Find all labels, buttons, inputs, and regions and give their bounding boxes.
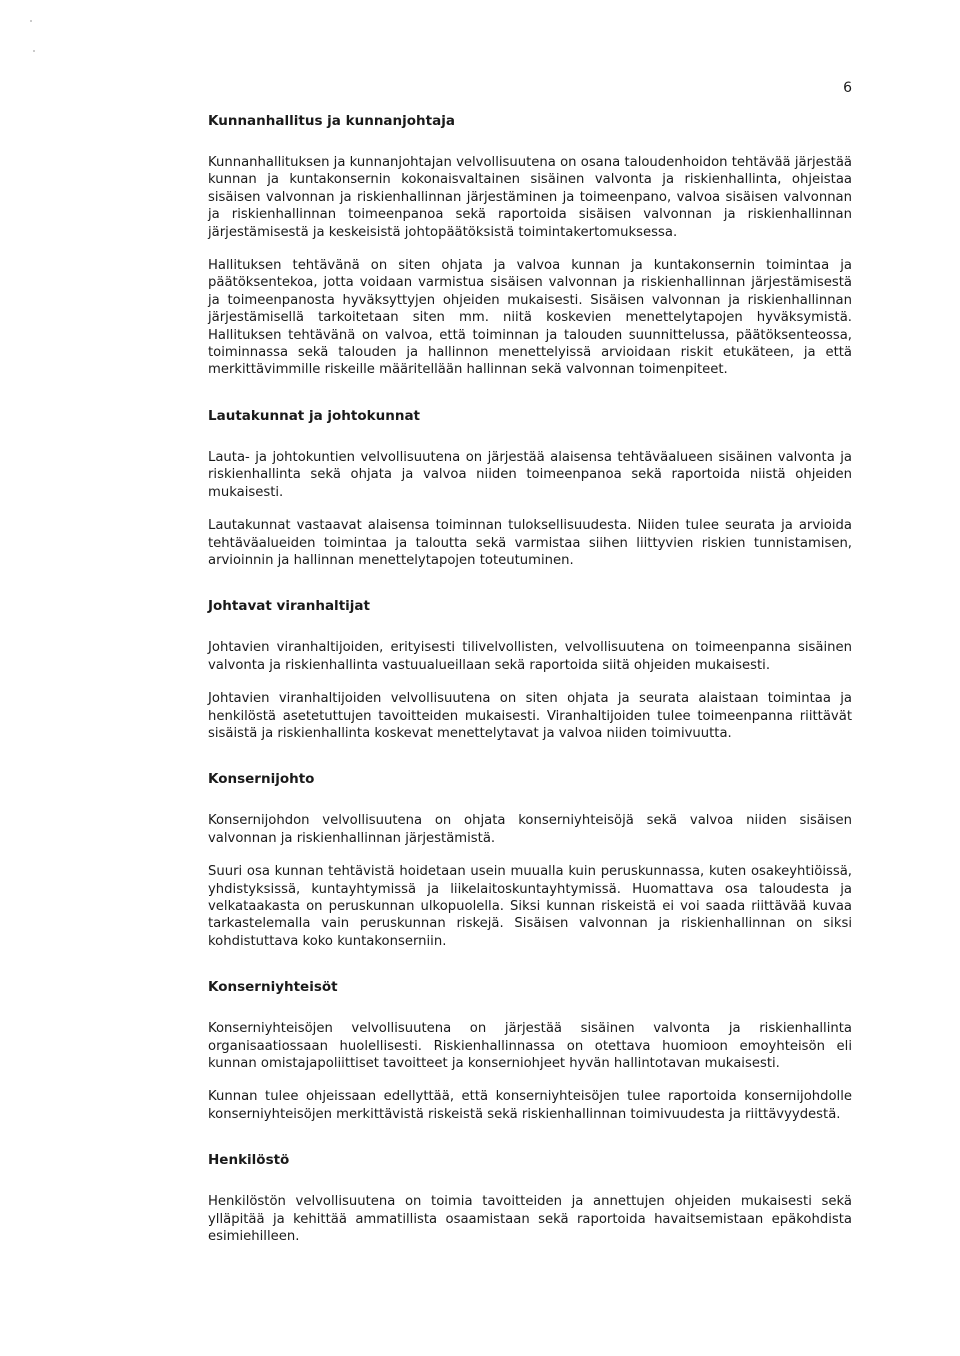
paragraph: Konsernijohdon velvollisuutena on ohjata konserniyhteisöjä sekä valvoa niiden sisäisen valvonnan ja riskienhallinnan järjestämistä. [208,813,852,846]
section-lautakunnat [208,407,852,569]
paragraph: Lauta- ja johtokuntien velvollisuutena on järjestää alaisensa tehtäväalueen sisäinen valvonta ja riskienhallinta sekä ohjata ja valvoa niiden toimeenpanoa sekä raportoida niistä ohjeiden mukaisesti. [208,449,852,500]
paragraph: Johtavien viranhaltijoiden velvollisuutena on siten ohjata ja seurata alaistaan toimintaa ja henkilöstä asetetuttujen tavoitteiden mukaisesti. Viranhaltijoiden tulee toimeenpanna riittävät sisäistä ja riskienhallinta koskevat menettelytavat ja valvoa niiden toimivuutta. [208,691,852,741]
section-konserniyhteisot [208,978,852,1123]
document-body [208,112,852,1245]
paragraph: Lautakunnat vastaavat alaisensa toiminnan tuloksellisuudesta. Niiden tulee seurata ja arvioida tehtäväalueiden toimintaa ja taloutta sekä varmistaa siihen liittyvien riskien tunnistamisen, arvioinnin ja hallinnan menettelytapojen toteutuminen. [208,518,852,568]
paragraph: Konserniyhteisöjen velvollisuutena on järjestää sisäinen valvonta ja riskienhallinta organisaatiossaan huolellisesti. Riskienhallinnassa on otettava huomioon emoyhteisön eli kunnan omistajapoliittiset tavoitteet ja konserniohjeet hyvän hallintotavan mukaisesti. [208,1021,852,1071]
paragraph: Hallituksen tehtävänä on siten ohjata ja valvoa kunnan ja kuntakonsernin toimintaa ja päätöksentekoa, jotta voidaan varmistua sisäisen valvonnan ja riskienhallinnan järjestämisestä ja toimeenpanosta hyväksyttyjen ohjeiden mukaisesti. Sisäisen valvonnan ja riskienhallinnan järjestämisellä tarkoitetaan siten mm. niitä koskevien menettelytapojen hyväksymistä. Hallituksen tehtävänä on valvoa, että toiminnan ja talouden suunnittelussa, päätöksenteossa, toiminnassa sekä talouden ja hallinnon menettelyissä arvioidaan riskit etukäteen, ja että merkittävimmille riskeille määritellään hallinnan sekä valvonnan toimenpiteet. [208,258,852,378]
section-heading: Konserniyhteisöt [208,979,338,996]
paragraph: Suuri osa kunnan tehtävistä hoidetaan usein muualla kuin peruskunnassa, kuten osakeyhtiöissä, yhdistyksissä, kuntayhtymissä ja liikelaitoskuntayhtymissä. Huomattava osa taloudesta ja velkataakasta on peruskunnan ulkopuolella. Siksi kunnan riskeistä ei voi saada riittävää kuvaa tarkastelemalla vain peruskunnan riskejä. Sisäisen valvonnan ja riskienhallinnan on siksi kohdistuttava koko kuntakonserniin. [208,864,852,949]
paragraph: Johtavien viranhaltijoiden, erityisesti tilivelvollisten, velvollisuutena on toimeenpanna sisäinen valvonta ja riskienhallinta vastuualueillaan sekä raportoida siitä ohjeiden mukaisesti. [208,640,852,673]
paragraph: Henkilöstön velvollisuutena on toimia tavoitteiden ja annettujen ohjeiden mukaisesti sekä ylläpitää ja kehittää ammatillista osaamistaan sekä raportoida havaitsemistaan epäkohdista esimiehilleen. [208,1194,852,1245]
section-heading: Lautakunnat ja johtokunnat [208,407,421,424]
section-konsernijohto [208,770,852,950]
section-kunnanhallitus [208,112,852,379]
section-heading: Johtavat viranhaltijat [208,598,370,615]
paragraph: Kunnan tulee ohjeissaan edellyttää, että konserniyhteisöjen tulee raportoida konsernijohdolle konserniyhteisöjen merkittävistä riskeistä sekä riskienhallinnan toimivuudesta ja riittävyydestä. [208,1089,852,1122]
section-henkilosto [208,1151,852,1245]
paragraph: Kunnanhallituksen ja kunnanjohtajan velvollisuutena on osana taloudenhoidon tehtävää järjestää kunnan ja kuntakonsernin kokonaisvaltainen sisäinen valvonta ja riskienhallinta, ohjeistaa sisäisen valvonnan ja riskienhallinnan järjestäminen ja toimeenpano, valvoa sisäisen valvonnan ja riskienhallinnan toimeenpanoa sekä raportoida sisäisen valvonnan ja riskienhallinnan järjestämisestä ja keskeisistä johtopäätöksistä toimintakertomuksessa. [208,155,852,240]
section-heading: Henkilöstö [208,1152,290,1169]
section-johtavat-viranhaltijat [208,597,852,742]
section-heading: Kunnanhallitus ja kunnanjohtaja [208,113,455,129]
section-heading: Konsernijohto [208,771,315,788]
page-number: 6 [843,80,852,96]
